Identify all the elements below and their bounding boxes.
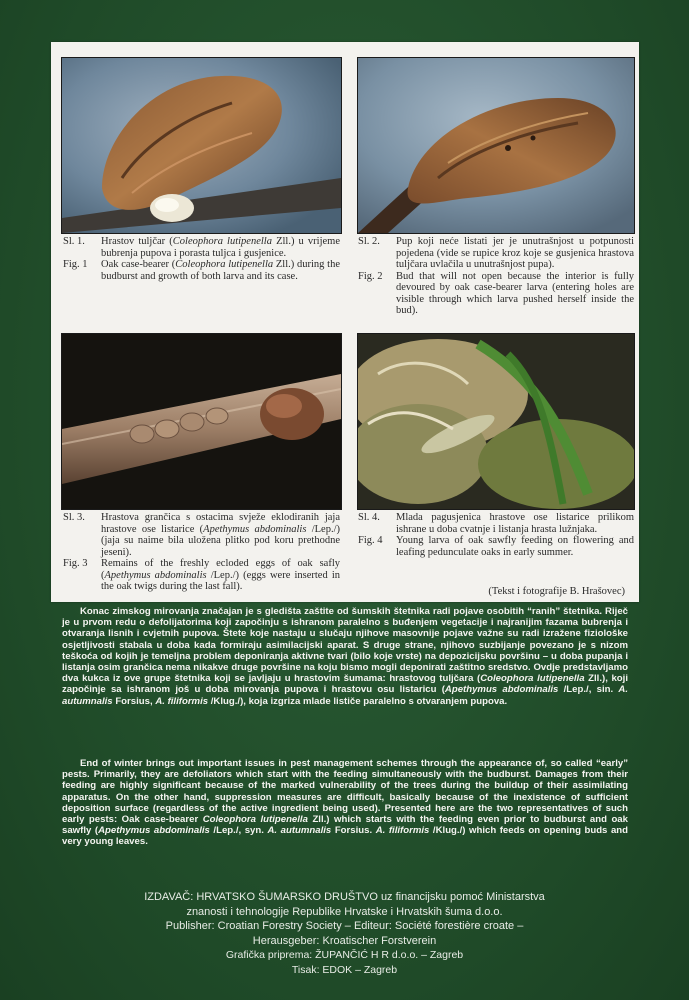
- caption-number: Sl. 2.: [358, 236, 380, 247]
- caption-fig1: [63, 236, 340, 282]
- caption-text-english: Oak case-bearer (Coleophora lutipenella Zll.) during the budburst and growth of both larva and its case.: [101, 259, 340, 282]
- caption-number: Fig. 3: [63, 558, 88, 569]
- prepress-line: Grafička priprema: ŽUPANČIĆ H R d.o.o. – Zagreb: [225, 949, 464, 961]
- photo-panel: [51, 42, 639, 602]
- caption-number: Sl. 3.: [63, 512, 85, 523]
- publisher-line: IZDAVAČ: HRVATSKO ŠUMARSKO DRUŠTVO uz financijsku pomoć Ministarstva: [144, 891, 545, 903]
- caption-fig3: [63, 512, 340, 593]
- photo-eggs-on-twig: [61, 333, 342, 510]
- body-paragraph-croatian: Konac zimskog mirovanja značajan je s gledišta zaštite od šumskih štetnika radi pojave osobitih “ranih” štetnika. Riječ je u prvom redu o defolijatorima koji započinju s ishranom paralelno s buđenjem vegetacije i najranijim fazama bubrenja i otvaranja lisnih i cvjetnih pupova. Štete koje nastaju u slučaju njihove masovnije pojave važne su radi izražene fiziološke osjetljivosti stabala u doba kada formiraju asimilacijski aparat. S druge strane, njihovo suzbijanje povezano je s nizom teškoća od kojih je temeljna problem deponiranja aktivne tvari (bilo koje vrste) na depozicijsku površinu – u doba pupanja i listanja osim grančica nema nikakve druge površine na koju bismo mogli deponirati zaštitno sredstvo. Ovdje predstavljamo dva kukca iz ove grupe štetnika koji se javljaju u hrastovim šumama: hrastovog tuljčara (Coleophora lutipenella Zll.), koji započinje sa ishranom još u doba mirovanja pupova i hrastovu osu listaricu (Apethymus abdominalis /Lep./, sin. A. autumnalis Forsius, A. filiformis /Klug./), koja izgriza mlade lističe paralelno s otvaranjem pupova.: [62, 606, 628, 707]
- publisher-info: [0, 890, 689, 977]
- publisher-line: Publisher: Croatian Forestry Society – Editeur: Société forestière croate –: [165, 920, 524, 932]
- publisher-line: znanosti i tehnologije Republike Hrvatske i Hrvatskih šuma d.o.o.: [186, 905, 503, 918]
- publisher-line: Herausgeber: Kroatischer Forstverein: [252, 934, 437, 947]
- caption-text-croatian: Pup koji neće listati jer je unutrašnjost u potpunosti pojedena (vide se rupice kroz koje se gusjenica hrastova tuljčara uvlačila u unutrašnjost pupa).: [396, 236, 634, 270]
- caption-fig2: [358, 236, 634, 317]
- caption-text-croatian: Hrastov tuljčar (Coleophora lutipenella Zll.) u vrijeme bubrenja pupova i porasta tuljca i gusjenice.: [101, 236, 340, 259]
- photo-credit: (Tekst i fotografije B. Hrašovec): [488, 586, 625, 597]
- caption-text-english: Bud that will not open because the interior is fully devoured by oak case-bearer larva (entering holes are visible through which larva pushed herself inside the bud).: [396, 270, 634, 316]
- caption-fig4: [358, 512, 634, 558]
- caption-text-croatian: Mlada pagusjenica hrastove ose listarice prilikom ishrane u doba cvatnje i listanja hrasta lužnjaka.: [396, 512, 634, 535]
- caption-number: Fig. 2: [358, 270, 383, 282]
- photo-devoured-bud: [357, 57, 635, 234]
- printer-line: Tisak: EDOK – Zagreb: [291, 963, 398, 976]
- caption-number: Fig. 4: [358, 535, 383, 546]
- photo-sawfly-larva: [357, 333, 635, 510]
- caption-text-croatian: Hrastova grančica s ostacima svježe eklodiranih jaja hrastove ose listarice (Apethymus abdominalis /Lep./) (jaja su naime bila uložena plitko pod koru prethodne jeseni).: [101, 512, 341, 558]
- caption-number: Fig. 1: [63, 259, 88, 270]
- caption-text-english: Remains of the freshly ecloded eggs of oak safly (Apethymus abdominalis /Lep./) (eggs were inserted in the oak twigs during the last fall).: [101, 558, 340, 592]
- caption-number: Sl. 4.: [358, 512, 380, 523]
- caption-number: Sl. 1.: [63, 236, 85, 247]
- body-paragraph-english: End of winter brings out important issues in pest management schemes through the appearance of, so called “early” pests. Primarily, they are defoliators which start with the feeding simultaneously with the budburst. Damages from their feeding are highly significant because of the marked vulnerability of the trees during the buildup of their assimilating apparatus. On the other hand, suppression measures are difficult, basically because of the inexistence of sufficient deposition surface (regardless of the active ingredient being used). Presented here are the two representatives of such early pests: Oak case-bearer Coleophora lutipenella Zll.) which starts with the feeding even prior to budburst and oak sawfly (Apethymus abdominalis /Lep./, syn. A. autumnalis Forsius. A. filiformis /Klug./) which feeds on opening buds and very young leaves.: [62, 758, 629, 848]
- photo-case-bearer-on-bud: [61, 57, 342, 234]
- caption-text-english: Young larva of oak sawfly feeding on flowering and leafing pedunculate oaks in early summer.: [396, 535, 634, 558]
